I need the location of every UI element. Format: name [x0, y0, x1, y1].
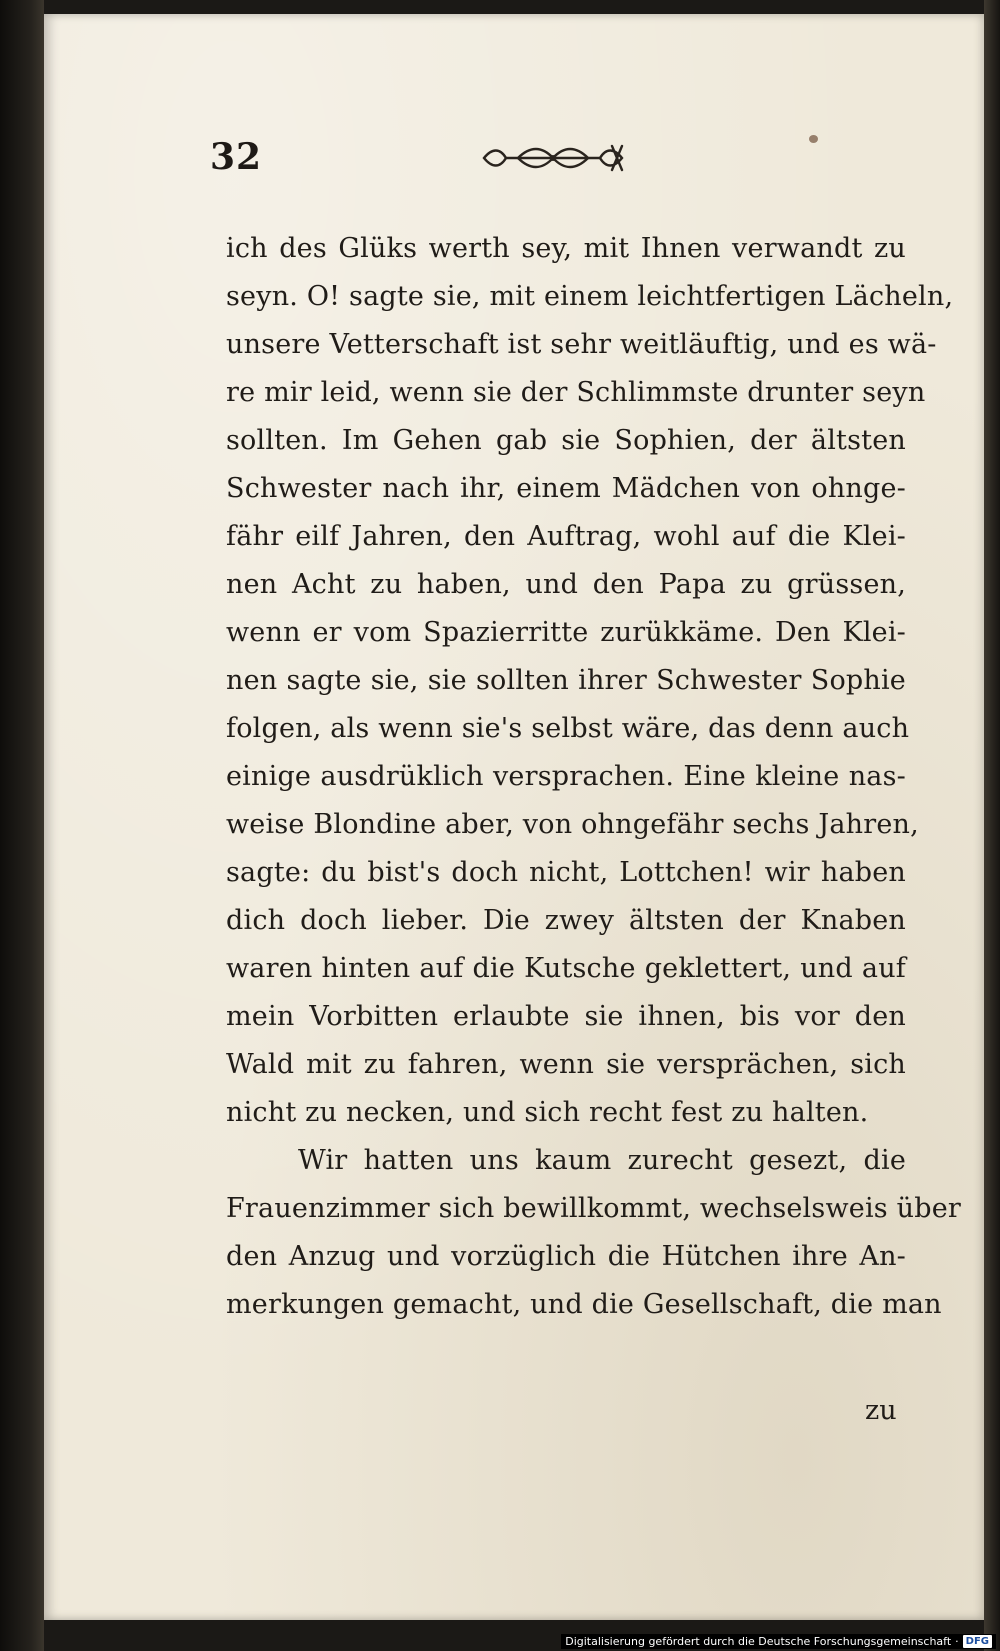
text-line: nicht zu necken, und sich recht fest zu halten. [226, 1097, 869, 1128]
text-line: einige ausdrüklich versprachen. Eine kleine nas- [226, 761, 906, 792]
body-text [226, 225, 961, 1329]
text-line: nen sagte sie, sie sollten ihrer Schwester Sophie [226, 665, 906, 696]
text-line: fähr eilf Jahren, den Auftrag, wohl auf die Klei- [226, 521, 906, 552]
text-line: re mir leid, wenn sie der Schlimmste drunter seyn [226, 377, 926, 408]
dfg-logo-icon: DFG [963, 1635, 992, 1648]
digitization-footer: Digitalisierung gefördert durch die Deutsche Forschungsgemeinschaft · DFG [561, 1634, 996, 1649]
text-line: seyn. O! sagte sie, mit einem leichtfertigen Lächeln, [226, 281, 954, 312]
text-line: dich doch lieber. Die zwey ältsten der Knaben [226, 905, 906, 936]
text-line: ich des Glüks werth sey, mit Ihnen verwandt zu [226, 233, 906, 264]
text-line: wenn er vom Spazierritte zurükkäme. Den Klei- [226, 617, 906, 648]
text-line: Wald mit zu fahren, wenn sie versprächen, sich [226, 1049, 906, 1080]
right-book-edge [984, 0, 1000, 1651]
text-line: mein Vorbitten erlaubte sie ihnen, bis vor den [226, 1001, 906, 1032]
text-line-paragraph-start: Wir hatten uns kaum zurecht gesezt, die [298, 1145, 906, 1176]
text-line: sollten. Im Gehen gab sie Sophien, der ältsten [226, 425, 906, 456]
text-line: waren hinten auf die Kutsche geklettert, und auf [226, 953, 906, 984]
page-number: 32 [210, 136, 263, 178]
ink-spot [809, 135, 818, 143]
text-line: sagte: du bist's doch nicht, Lottchen! wir haben [226, 857, 906, 888]
text-line: weise Blondine aber, von ohngefähr sechs Jahren, [226, 809, 919, 840]
footer-text: Digitalisierung gefördert durch die Deutsche Forschungsgemeinschaft [565, 1635, 952, 1648]
text-line: unsere Vetterschaft ist sehr weitläuftig, und es wä- [226, 329, 937, 360]
text-line: folgen, als wenn sie's selbst wäre, das denn auch [226, 713, 910, 744]
text-line: Frauenzimmer sich bewillkommt, wechselsweis über [226, 1193, 961, 1224]
text-line: merkungen gemacht, und die Gesellschaft, die man [226, 1289, 942, 1320]
ornament-icon [478, 140, 628, 176]
text-line: nen Acht zu haben, und den Papa zu grüssen, [226, 569, 906, 600]
catchword: zu [865, 1395, 897, 1426]
text-line: Schwester nach ihr, einem Mädchen von ohnge- [226, 473, 906, 504]
left-book-edge [0, 0, 44, 1651]
text-line: den Anzug und vorzüglich die Hütchen ihre An- [226, 1241, 906, 1272]
